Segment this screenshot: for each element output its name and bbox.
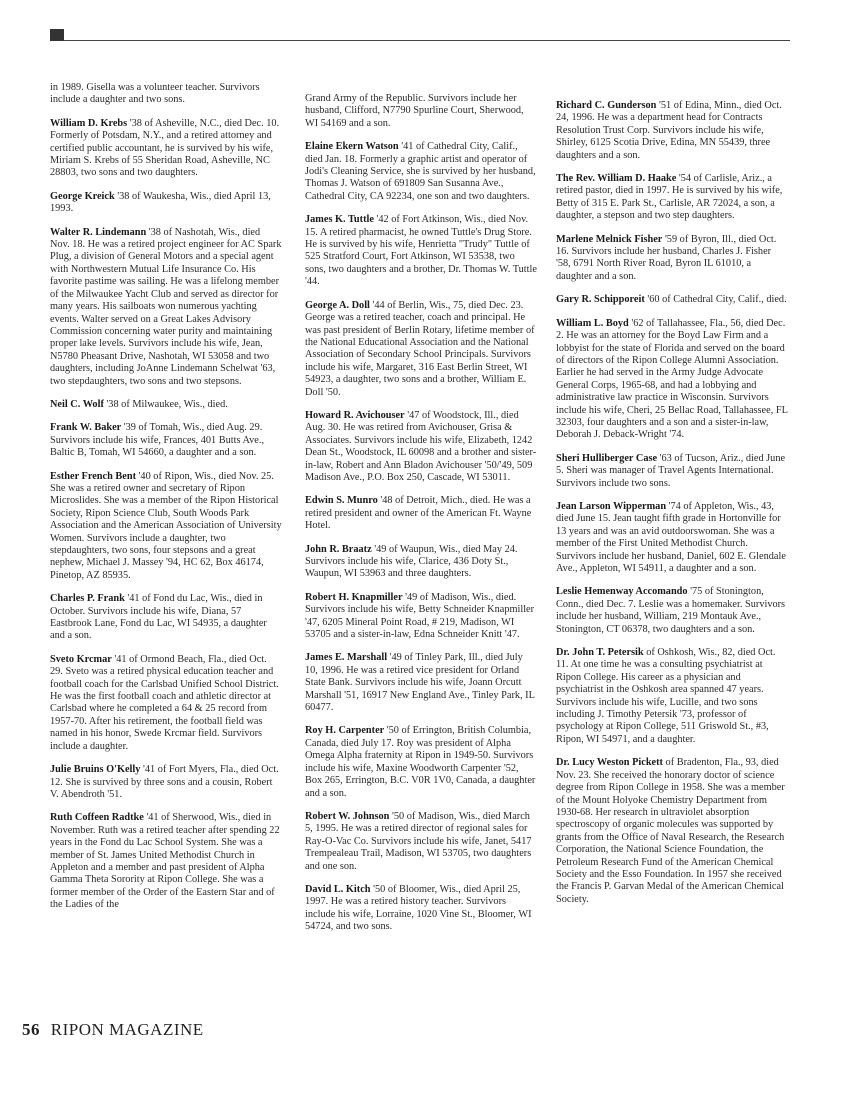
obituary-entry — [305, 300, 537, 399]
obituary-name: George Kreick — [50, 190, 115, 202]
obituary-name: Richard C. Gunderson — [556, 100, 657, 111]
obituary-text: '48 of Detroit, Mich., died. He was a retired president and owner of the American Ft. Wayne Hotel. — [305, 495, 532, 532]
obituary-entry — [556, 501, 788, 575]
obituary-text: '40 of Ripon, Wis., died Nov. 25. She was a retired owner and secretary of Ripon Microslides. She was a member of the Ripon Historical Society, Ripon Science Club, South Woods Park Association and the American Association of University Women. Survivors include a daughter, two stepdaughters, two sons, four stepsons and a great nephew, Michael J. Massey '94, HC 62, Box 46174, Pinetop, AZ 85935. — [50, 470, 282, 581]
obituary-entry — [305, 811, 537, 873]
obituary-name: Neil C. Wolf — [50, 398, 104, 410]
obituary-name: Ruth Coffeen Radtke — [50, 812, 144, 824]
obituary-name: Dr. John T. Petersik — [556, 647, 644, 659]
obituary-name: James K. Tuttle — [305, 214, 374, 226]
obituary-entry — [50, 118, 282, 180]
obituary-entry — [305, 93, 537, 130]
obituary-name: Sheri Hulliberger Case — [556, 452, 658, 464]
obituary-text: '54 of Carlisle, Ariz., a retired pastor, died in 1997. He is survived by his wife, Betty of 315 E. Park St., Carlisle, AR 72024, a son, a daughter, a stepson and two step daughters. — [556, 173, 783, 222]
obituary-text: '51 of Edina, Minn., died Oct. 24, 1996. He was a department head for Contracts Resolution Trust Corp. Survivors include his wife, Shirley, 6125 Scotia Drive, Edina, MN 55439, three daughters and a son. — [556, 100, 782, 161]
obituary-text: of Bradenton, Fla., 93, died Nov. 23. She received the honorary doctor of science degree from Ripon College in 1958. She was a member of the Mount Holyoke Chemistry Department from 1930-68. Her research in ultraviolet absorption spectroscopy of organic molecules was supported by grants from the Office of Naval Research, the Research Corporation, the National Science Foundation, the Petroleum Research Fund of the American Chemical Society and the Esso Foundation. In 1957 she received the Francis P. Garvan Medal of the American Chemical Society. — [556, 757, 785, 905]
obituary-text: '60 of Cathedral City, Calif., died. — [644, 294, 787, 306]
obituary-entry — [556, 234, 788, 284]
obituary-text: '74 of Appleton, Wis., 43, died June 15. Jean taught fifth grade in Hortonville for 13 years and was an avid outdoorswoman. She was a member of the First United Methodist Church. Survivors include her husband, Daniel, 602 E. Glendale Ave., Appleton, WI 54911, a daughter and a son. — [556, 500, 786, 574]
obituary-text: '49 of Waupun, Wis., died May 24. Survivors include his wife, Clarice, 436 Doty St., Waupun, WI 53963 and three daughters. — [305, 543, 518, 580]
obituary-name: Edwin S. Munro — [305, 495, 378, 507]
obituary-text: '49 of Madison, Wis., died. Survivors include his wife, Betty Schneider Knapmiller '47, 6205 Mineral Point Road, # 219, Madison, WI 53705 and a sister-in-law, Edna Schneider Knitt '47. — [305, 591, 535, 641]
obituary-text: '42 of Fort Atkinson, Wis., died Nov. 15. A retired pharmacist, he owned Tuttle's Drug Store. He is survived by his wife, Henrietta "Trudy" Tuttle of 525 Stratford Court, Fort Atkinson, WI 53538, two sons, two daughters and a brother, Dr. Thomas W. Tuttle '44. — [305, 214, 537, 288]
obituary-text: '41 of Fond du Lac, Wis., died in October. Survivors include his wife, Diana, 57 Eastbrook Lane, Fond du Lac, WI 54935, a daughter and a son. — [50, 593, 267, 642]
obituary-entry — [50, 82, 282, 107]
page-number: 56 — [22, 1020, 40, 1039]
obituary-name: Robert W. Johnson — [305, 810, 390, 822]
obituary-name: Dr. Lucy Weston Pickett — [556, 757, 663, 769]
obituary-text: '38 of Nashotah, Wis., died Nov. 18. He was a retired project engineer for AC Spark Plug, a division of General Motors and a special agent with Northwestern Mutual Life Insurance Co. His favorite pastime was sailing. He was a lifelong member of the Milwaukee Yacht Club and served as director for many years. His sailboats won numerous yachting events. Walter served on a Great Lakes Advisory Commission concerning water purity and maintaining proper lake levels. Survivors include his wife, Jean, N5780 Pheasant Drive, Nashotah, WI 53058 and two daughters, including JoAnne Lindemann Schelwat '63, two stepdaughters, two sons and two stepsons. — [50, 226, 282, 387]
obituary-entry — [305, 495, 537, 532]
obituary-entry — [50, 191, 282, 216]
obituary-entry — [305, 410, 537, 484]
obituary-text: in 1989. Gisella was a volunteer teacher. Survivors include a daughter and two sons. — [50, 82, 260, 106]
obituary-name: Robert H. Knapmiller — [305, 591, 403, 603]
obituary-name: Elaine Ekern Watson — [305, 141, 399, 153]
obituary-text: '41 of Ormond Beach, Fla., died Oct. 29. Sveto was a retired physical education teacher and football coach for the Carlsbad Unified School District. He was the first football coach and athletic director at Carlsbad where he completed a 64 & 25 record from 1957-70. After his retirement, the football field was named in his honor, Swede Krcmar field. Survivors include a daughter. — [50, 653, 279, 752]
obituary-entry — [556, 173, 788, 223]
obituary-text: '38 of Waukesha, Wis., died April 13, 1993. — [50, 190, 271, 215]
obituary-name: Jean Larson Wipperman — [556, 500, 667, 512]
obituary-entry — [50, 654, 282, 753]
obituary-text: '50 of Errington, British Columbia, Canada, died July 17. Roy was president of Alpha Omega Alpha fraternity at Ripon in 1949-50. Survivors include his wife, Maxine Woodworth Carpenter '52, Box 265, Errington, B.C. V0R 1V0, Canada, a daughter and a son. — [305, 725, 536, 799]
obituary-name: Frank W. Baker — [50, 422, 122, 434]
obituary-entry — [50, 593, 282, 643]
obituary-entry — [556, 586, 788, 636]
obituary-name: William L. Boyd — [556, 317, 629, 329]
publication-name: RIPON MAGAZINE — [50, 1020, 204, 1039]
obituary-text: '44 of Berlin, Wis., 75, died Dec. 23. George was a retired teacher, coach and principal. He was past president of Berlin Rotary, lifetime member of the National Educational Association and the National Association of Secondary School Principals. Survivors include his wife, Margaret, 316 East Berlin Street, WI 54923, a daughter, two sons and a brother, William E. Doll '50. — [305, 299, 535, 398]
obituary-name: Roy H. Carpenter — [305, 725, 385, 737]
obituary-name: Esther French Bent — [50, 470, 136, 482]
column-middle — [305, 93, 537, 945]
obituary-entry — [556, 318, 788, 442]
obituary-text: Grand Army of the Republic. Survivors include her husband, Clifford, N7790 Spurline Court, Sherwood, WI 54169 and a son. — [305, 93, 524, 129]
obituary-text: '38 of Asheville, N.C., died Dec. 10. Formerly of Potsdam, N.Y., and a retired attorney and certified public accountant, he is survived by his wife, Miriam S. Krebs of 55 Sheridan Road, Asheville, NC 28803, two sons and two daughters. — [50, 117, 280, 179]
obituary-entry — [556, 100, 788, 162]
obituary-name: James E. Marshall — [305, 652, 388, 664]
obituary-entry — [50, 227, 282, 388]
obituary-entry — [305, 592, 537, 642]
obituary-name: George A. Doll — [305, 299, 370, 311]
obituary-name: The Rev. William D. Haake — [556, 173, 677, 185]
obituary-entry — [305, 652, 537, 714]
obituary-text: '62 of Tallahassee, Fla., 56, died Dec. 2. He was an attorney for the Boyd Law Firm and a lobbyist for the state of Florida and served on the board of directors of the Ripon College Alumni Association. Earlier he had served in the Army Judge Advocate General Corps, 1965-68, and had a lobbying and administrative law practice in Wisconsin. Survivors include his wife, Cheri, 25 Bellac Road, Tallahassee, FL 32303, four daughters and a son and a sister-in-law, Deborah J. Deback-Wright '74. — [556, 317, 788, 441]
obituary-entry — [305, 214, 537, 288]
obituary-entry — [305, 544, 537, 581]
obituary-entry — [305, 884, 537, 934]
obituary-name: Leslie Hemenway Accomando — [556, 586, 688, 598]
obituary-entry — [556, 294, 788, 306]
obituary-text: '39 of Tomah, Wis., died Aug. 29. Survivors include his wife, Frances, 401 Butts Ave., Baltic B, Tomah, WI 54660, a daughter and a son. — [50, 422, 265, 459]
obituary-name: David L. Kitch — [305, 883, 371, 895]
obituary-name: Walter R. Lindemann — [50, 226, 147, 238]
column-left — [50, 82, 282, 923]
obituary-name: William D. Krebs — [50, 117, 128, 129]
obituary-text: '41 of Fort Myers, Fla., died Oct. 12. She is survived by three sons and a cousin, Robert V. Abendroth '51. — [50, 764, 279, 800]
obituary-text: '59 of Byron, Ill., died Oct. 16. Survivors include her husband, Charles J. Fisher '58, 6791 North River Road, Byron IL 61010, a daughter and a son. — [556, 233, 777, 282]
obituary-text: '38 of Milwaukee, Wis., died. — [103, 398, 228, 410]
obituary-name: Julie Bruins O'Kelly — [50, 764, 141, 776]
header-rule — [64, 40, 790, 41]
obituary-entry — [305, 725, 537, 799]
obituary-entry — [556, 757, 788, 906]
obituary-name: Howard R. Avichouser — [305, 409, 405, 421]
obituary-text: '50 of Bloomer, Wis., died April 25, 1997. He was a retired history teacher. Survivors include his wife, Lorraine, 1020 Vine St., Bloomer, WI 54724, and two sons. — [305, 883, 532, 933]
obituary-text: '63 of Tucson, Ariz., died June 5. Sheri was manager of Travel Agents International. Survivors include two sons. — [556, 452, 786, 489]
obituary-entry — [50, 422, 282, 459]
obituary-entry — [50, 764, 282, 801]
obituary-text: '50 of Madison, Wis., died March 5, 1995. He was a retired director of regional sales for Ray-O-Vac Co. Survivors include his wife, Janet, 5417 Trempealeau Trail, Madison, WI 53705, two daughters and one son. — [305, 810, 532, 872]
column-right — [556, 100, 788, 917]
obituary-name: John R. Braatz — [305, 543, 372, 555]
obituary-entry — [50, 471, 282, 583]
obituary-entry — [556, 453, 788, 490]
page-footer — [22, 1020, 204, 1040]
obituary-name: Charles P. Frank — [50, 593, 125, 605]
obituary-text: '41 of Cathedral City, Calif., died Jan. 18. Formerly a graphic artist and operator of Jodi's Cleaning Service, she is survived by her husband, Thomas J. Watson of 691809 San Susanna Ave., Cathedral City, CA 92234, one son and two daughters. — [305, 141, 536, 202]
obituary-text: '75 of Stonington, Conn., died Dec. 7. Leslie was a homemaker. Survivors include her husband, William, 219 Montauk Ave., Stonington, CT 06378, two daughters and a son. — [556, 586, 786, 635]
obituary-text: '41 of Sherwood, Wis., died in November. Ruth was a retired teacher after spending 22 years in the Fond du Lac School System. She was a member of St. James United Methodist Church in Appleton and a member and past president of Alpha Gamma Theta Sorority at Ripon College. She was a former member of the Order of the Eastern Star and of the Ladies of the — [50, 812, 280, 911]
obituary-entry — [556, 647, 788, 746]
obituary-text: '49 of Tinley Park, Ill., died July 10, 1996. He was a retired vice president for Orland State Bank. Survivors include his wife, Joann Orcutt Marshall '51, 16917 New England Ave., Tinley Park, IL 60477. — [305, 652, 535, 714]
obituary-name: Marlene Melnick Fisher — [556, 233, 663, 245]
obituary-text: '47 of Woodstock, Ill., died Aug. 30. He was retired from Avichouser, Grisa & Associates. Survivors include his wife, Elizabeth, 1242 Dean St., Woodstock, IL 60098 and a brother and sister-in-law, Robert and Ann Bladon Avichouser '50/'49, 509 Madison Ave., P.O. Box 250, Cascade, WI 53011. — [305, 409, 537, 483]
header-block-mark — [50, 29, 64, 41]
obituary-name: Sveto Krcmar — [50, 653, 112, 665]
obituary-entry — [50, 399, 282, 411]
obituary-text: of Oshkosh, Wis., 82, died Oct. 11. At one time he was a consulting psychiatrist at Ripon College. His career as a physician and psychiatrist in the Oshkosh area spanned 47 years. Survivors include his wife, Lucille, and two sons including J. Timothy Petersik '73, professor of psychology at Ripon College, 511 Griswold St., #3, Ripon, WI 54971, and a daughter. — [556, 647, 776, 745]
obituary-entry — [305, 141, 537, 203]
obituary-name: Gary R. Schipporeit — [556, 294, 645, 306]
obituary-entry — [50, 812, 282, 911]
